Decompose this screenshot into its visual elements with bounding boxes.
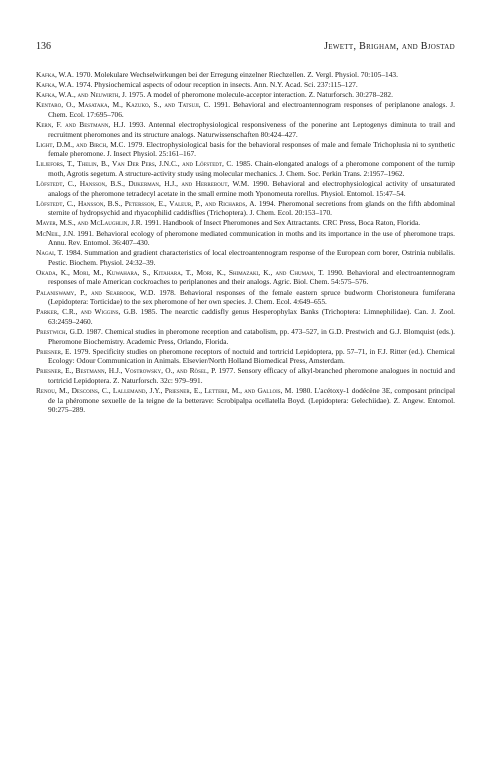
reference-entry	[36, 90, 455, 100]
reference-entry	[36, 120, 455, 139]
reference-text: 1991. Handbook of Insect Pheromones and Sex Attractants. CRC Press, Boca Raton, Florida.	[142, 218, 421, 228]
reference-entry	[36, 229, 455, 248]
reference-entry	[36, 80, 455, 90]
reference-text: 1991. Behavioral ecology of pheromone mediated communication in moths and its importance in the use of pheromone traps. Annu. Rev. Entomol. 36:407–430.	[48, 228, 456, 248]
reference-text: 1990. Behavioral and electroantennogram responses of male American cockroaches to periplanones and their analogs. Agric. Biol. Chem. 54:575–576.	[48, 267, 455, 287]
reference-authors: Mayer, M.S., and McLaughlin, J.R.	[36, 218, 143, 228]
reference-authors: Palaniswamy, P., and Seabrook, W.D.	[36, 287, 156, 297]
reference-authors: Priesner, E., Bestmann, H.J., Vostrowsky, O., and Rösel, P.	[36, 366, 217, 376]
reference-entry	[36, 248, 455, 267]
reference-text: 1974. Physiochemical aspects of odour reception in insects. Ann. N.Y. Acad. Sci. 237:115–127.	[73, 80, 358, 90]
reference-text: 1990. Behavioral and electrophysiological activity of unsaturated analogs of the pheromone tetradecyl acetate in the small ermine moth Yponomeuta rorellus. Physiol. Entomol. 15:47–54.	[48, 179, 455, 198]
reference-text: 1985. Chain-elongated analogs of a pheromone component of the turnip moth, Agrotis segetum. A structure-activity study using molecular mechanics. J. Chem. Soc. Perkin Trans. 2:1957–1962.	[48, 159, 455, 178]
reference-entry	[36, 159, 455, 178]
reference-authors: Kafka, W.A., and Neuwirth, J.	[36, 90, 127, 100]
reference-authors: Löfstedt, C., Hansson, B.S., Dijkerman, H.J., and Herrebout, W.M.	[36, 179, 250, 189]
reference-authors: Kern, F. and Bestmann, H.J.	[36, 119, 126, 129]
reference-entry	[36, 288, 455, 307]
page-header	[36, 40, 455, 54]
reference-entry	[36, 307, 455, 326]
reference-entry	[36, 179, 455, 198]
reference-entry	[36, 268, 455, 287]
reference-entry	[36, 366, 455, 385]
reference-authors: Liljefors, T., Thelin, B., Van Der Pers, J.N.C., and Löfstedt, C.	[36, 159, 234, 169]
reference-text: 1970. Molekulare Wechselwirkungen bei der Erregung einzelner Riechzellen. Z. Vergl. Physiol. 70:105–143.	[73, 70, 398, 79]
reference-text: 1994. Pheromonal secretions from glands on the fifth abdominal sternite of hydropsychid and rhyacophilid caddisflies (Trichoptera). J. Chem. Ecol. 20:153–170.	[48, 198, 455, 218]
reference-authors: Parker, C.R., and Wiggins, G.B.	[36, 307, 138, 317]
reference-list	[36, 70, 455, 415]
reference-text: 1991. Behavioral and electroantennogram responses of periplanone analogs. J. Chem. Ecol. 17:695–706.	[48, 100, 455, 119]
reference-entry	[36, 140, 455, 159]
reference-text: 1975. A model of pheromone molecule-acceptor interaction. Z. Naturforsch. 30:278–282.	[126, 90, 393, 100]
reference-authors: Nagai, T.	[36, 248, 64, 258]
reference-authors: Renou, M., Descoins, C., Lallemand, J.Y., Priesner, E., Lettere, M., and Gallois, M.	[36, 386, 294, 395]
reference-entry	[36, 199, 455, 218]
reference-authors: Prestwich, G.D.	[36, 326, 85, 336]
reference-entry	[36, 327, 455, 346]
running-head: Jewett, Brigham, and Bjostad	[324, 41, 455, 52]
reference-text: 1984. Summation and gradient characteristics of local electroantennogram response of the European corn borer, Ostrinia nubilalis. Pestic. Biochem. Physiol. 24:32–39.	[48, 248, 455, 267]
reference-authors: Light, D.M., and Birch, M.C.	[36, 139, 126, 149]
reference-authors: McNeil, J.N.	[36, 228, 76, 238]
reference-authors: Okada, K., Mori, M., Kuwahara, S., Kitahara, T., Mori, K., Shimazaki, K., and Chuman, T.	[36, 267, 324, 277]
reference-entry	[36, 70, 455, 80]
reference-text: 1979. Specificity studies on pheromone receptors of noctuid and tortricid Lepidoptera, pp. 57–71, in F.J. Ritter (ed.). Chemical Ecology: Odour Communication in Animals. Elsevier/North Holland Biomedical Press, Amsterdam.	[48, 346, 455, 366]
reference-text: 1980. L'acétoxy-1 dodécène 3E, composant principal de la phéromone sexuelle de la teigne de la betterave: Scrobipalpa ocellatella Boyd. (Lepidoptera: Gelechiidae). Z. Angew. Entomol. 90:275–289.	[48, 386, 455, 415]
reference-authors: Kentaro, O., Masataka, M., Kazuko, S., and Tatsuji, C.	[36, 100, 211, 110]
reference-entry	[36, 218, 455, 228]
reference-authors: Priesner, E.	[36, 346, 72, 356]
reference-text: 1977. Sensory efficacy of alkyl-branched pheromone analogues in noctuid and tortricid Lepidoptera. Z. Naturforsch. 32c: 979–991.	[48, 366, 455, 385]
reference-entry	[36, 100, 455, 119]
reference-text: 1979. Electrophysiological basis for the behavioral responses of male and female Trichoplusia ni to synthetic female pheromone. J. Insect Physiol. 25:161–167.	[48, 139, 455, 159]
reference-text: 1987. Chemical studies in pheromone reception and catabolism, pp. 473–527, in G.D. Prestwich and G.J. Blomquist (eds.). Pheromone Biochemistry. Academic Press, Orlando, Florida.	[48, 326, 456, 346]
reference-text: 1985. The nearctic caddisfly genus Hesperophylax Banks (Trichoptera: Limnephilidae). Can. J. Zool. 63:2459–2460.	[48, 307, 455, 326]
reference-text: 1993. Antennal electrophysiological responsiveness of the ponerine ant Leptogenys diminuta to trail and recruitment pheromones and its structure analogs. Naturwissenschaften 80:424–427.	[48, 119, 455, 139]
reference-authors: Löfstedt, C., Hansson, B.S., Petersson, E., Valeur, P., and Richards, A.	[36, 198, 257, 208]
reference-authors: Kafka, W.A.	[36, 80, 74, 90]
reference-authors: Kafka, W.A.	[36, 70, 74, 79]
reference-text: 1978. Behavioral responses of the female eastern spruce budworm Choristoneura fumiferana (Lepidoptera: Torticidae) to the sex pheromone of her own species. J. Chem. Ecol. 4:649–655.	[48, 287, 455, 307]
page-number: 136	[36, 41, 51, 52]
reference-entry	[36, 386, 455, 415]
reference-entry	[36, 347, 455, 366]
